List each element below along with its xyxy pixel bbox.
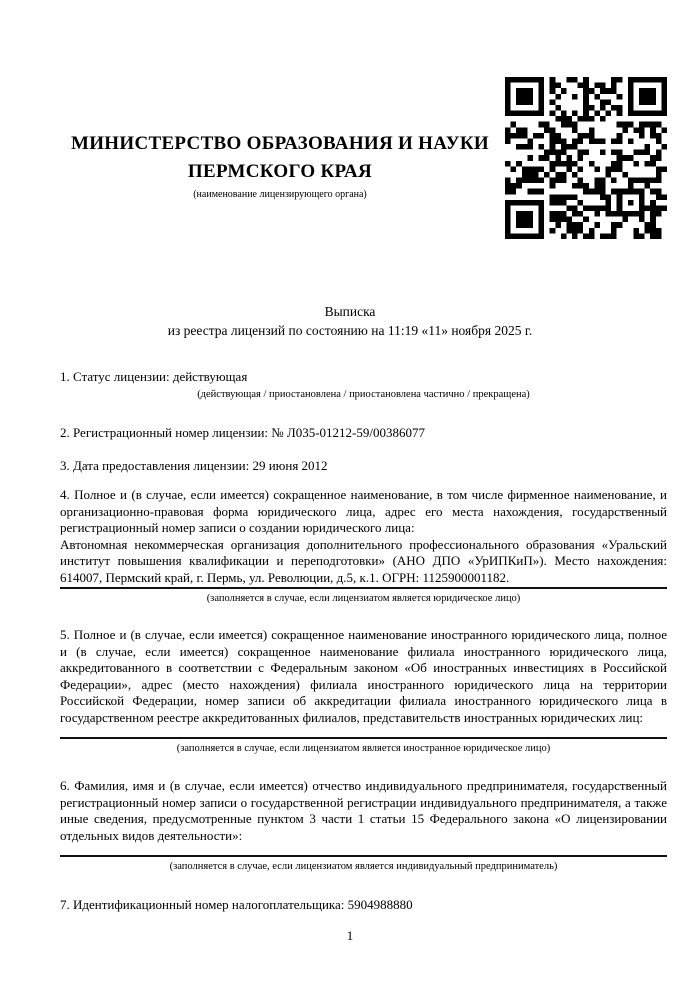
- document-title: [0, 302, 700, 340]
- qr-code: [505, 77, 667, 239]
- item-1-note: (действующая / приостановлена / приостановлена частично / прекращена): [197, 389, 530, 400]
- item-3-license-grant-date: 3. Дата предоставления лицензии: 29 июня 2012: [60, 458, 328, 473]
- divider-line-item-4: [60, 587, 667, 589]
- item-6-label: 6. Фамилия, имя и (в случае, если имеется) отчество индивидуального предпринимателя, государственный регистрационный номер записи о государственной регистрации индивидуального предпринимателя, а также иные сведения, предусмотренные пунктом 3 части 1 статьи 15 Федерального закона «О лицензировании отдельных видов деятельности»:: [60, 778, 667, 843]
- item-4-label: 4. Полное и (в случае, если имеется) сокращенное наименование, в том числе фирменное наименование, и организационно-правовая форма юридического лица, адрес его места нахождения, государственный регистрационный номер записи о создании юридического лица:: [60, 487, 667, 535]
- item-1-license-status: 1. Статус лицензии: действующая: [60, 369, 248, 384]
- divider-line-item-5: [60, 737, 667, 739]
- item-5-note: (заполняется в случае, если лицензиатом является иностранное юридическое лицо): [176, 743, 551, 754]
- qr-code-image: [505, 77, 667, 239]
- ministry-name-line1: МИНИСТЕРСТВО ОБРАЗОВАНИЯ И НАУКИ: [70, 133, 490, 154]
- divider-line-item-6: [60, 855, 667, 857]
- document-body: [60, 368, 667, 913]
- ministry-note: (наименование лицензирующего органа): [193, 189, 367, 200]
- item-2-registration-number: 2. Регистрационный номер лицензии: № Л035-01212-59/00386077: [60, 425, 426, 440]
- item-7-taxpayer-id: 7. Идентификационный номер налогоплательщика: 5904988880: [60, 897, 413, 912]
- ministry-header: [30, 130, 530, 202]
- page-number: 1: [346, 928, 354, 943]
- item-5-label: 5. Полное и (в случае, если имеется) сокращенное наименование иностранного юридического лица, полное и (в случае, если имеется) сокращенное наименование филиала иностранного юридического лица, аккредитованного в соответствии с Федеральным законом «Об иностранных инвестициях в Российской Федерации», адрес (место нахождения) филиала иностранного юридического лица на территории Российской Федерации, номер записи об аккредитации филиала иностранного юридического лица в государственном реестре аккредитованных филиалов, представительств иностранных юридических лиц:: [60, 627, 667, 725]
- title-line1: Выписка: [324, 304, 376, 319]
- title-line2: из реестра лицензий по состоянию на 11:19 «11» ноября 2025 г.: [167, 323, 533, 338]
- ministry-name-line2: ПЕРМСКОГО КРАЯ: [187, 161, 373, 182]
- item-4-note: (заполняется в случае, если лицензиатом является юридическое лицо): [206, 593, 521, 604]
- item-4-licensee-value: Автономная некоммерческая организация дополнительного профессионального образования «Уральский институт повышения квалификации и переподготовки» (АНО ДПО «УрИПКиП»). Место нахождения: 614007, Пермский край, г. Пермь, ул. Революции, д.5, к.1. ОГРН: 1125900001182.: [60, 536, 667, 585]
- item-6-empty-value: [60, 844, 667, 854]
- item-5-empty-value: [60, 726, 667, 736]
- item-6-note: (заполняется в случае, если лицензиатом является индивидуальный предприниматель): [169, 861, 558, 872]
